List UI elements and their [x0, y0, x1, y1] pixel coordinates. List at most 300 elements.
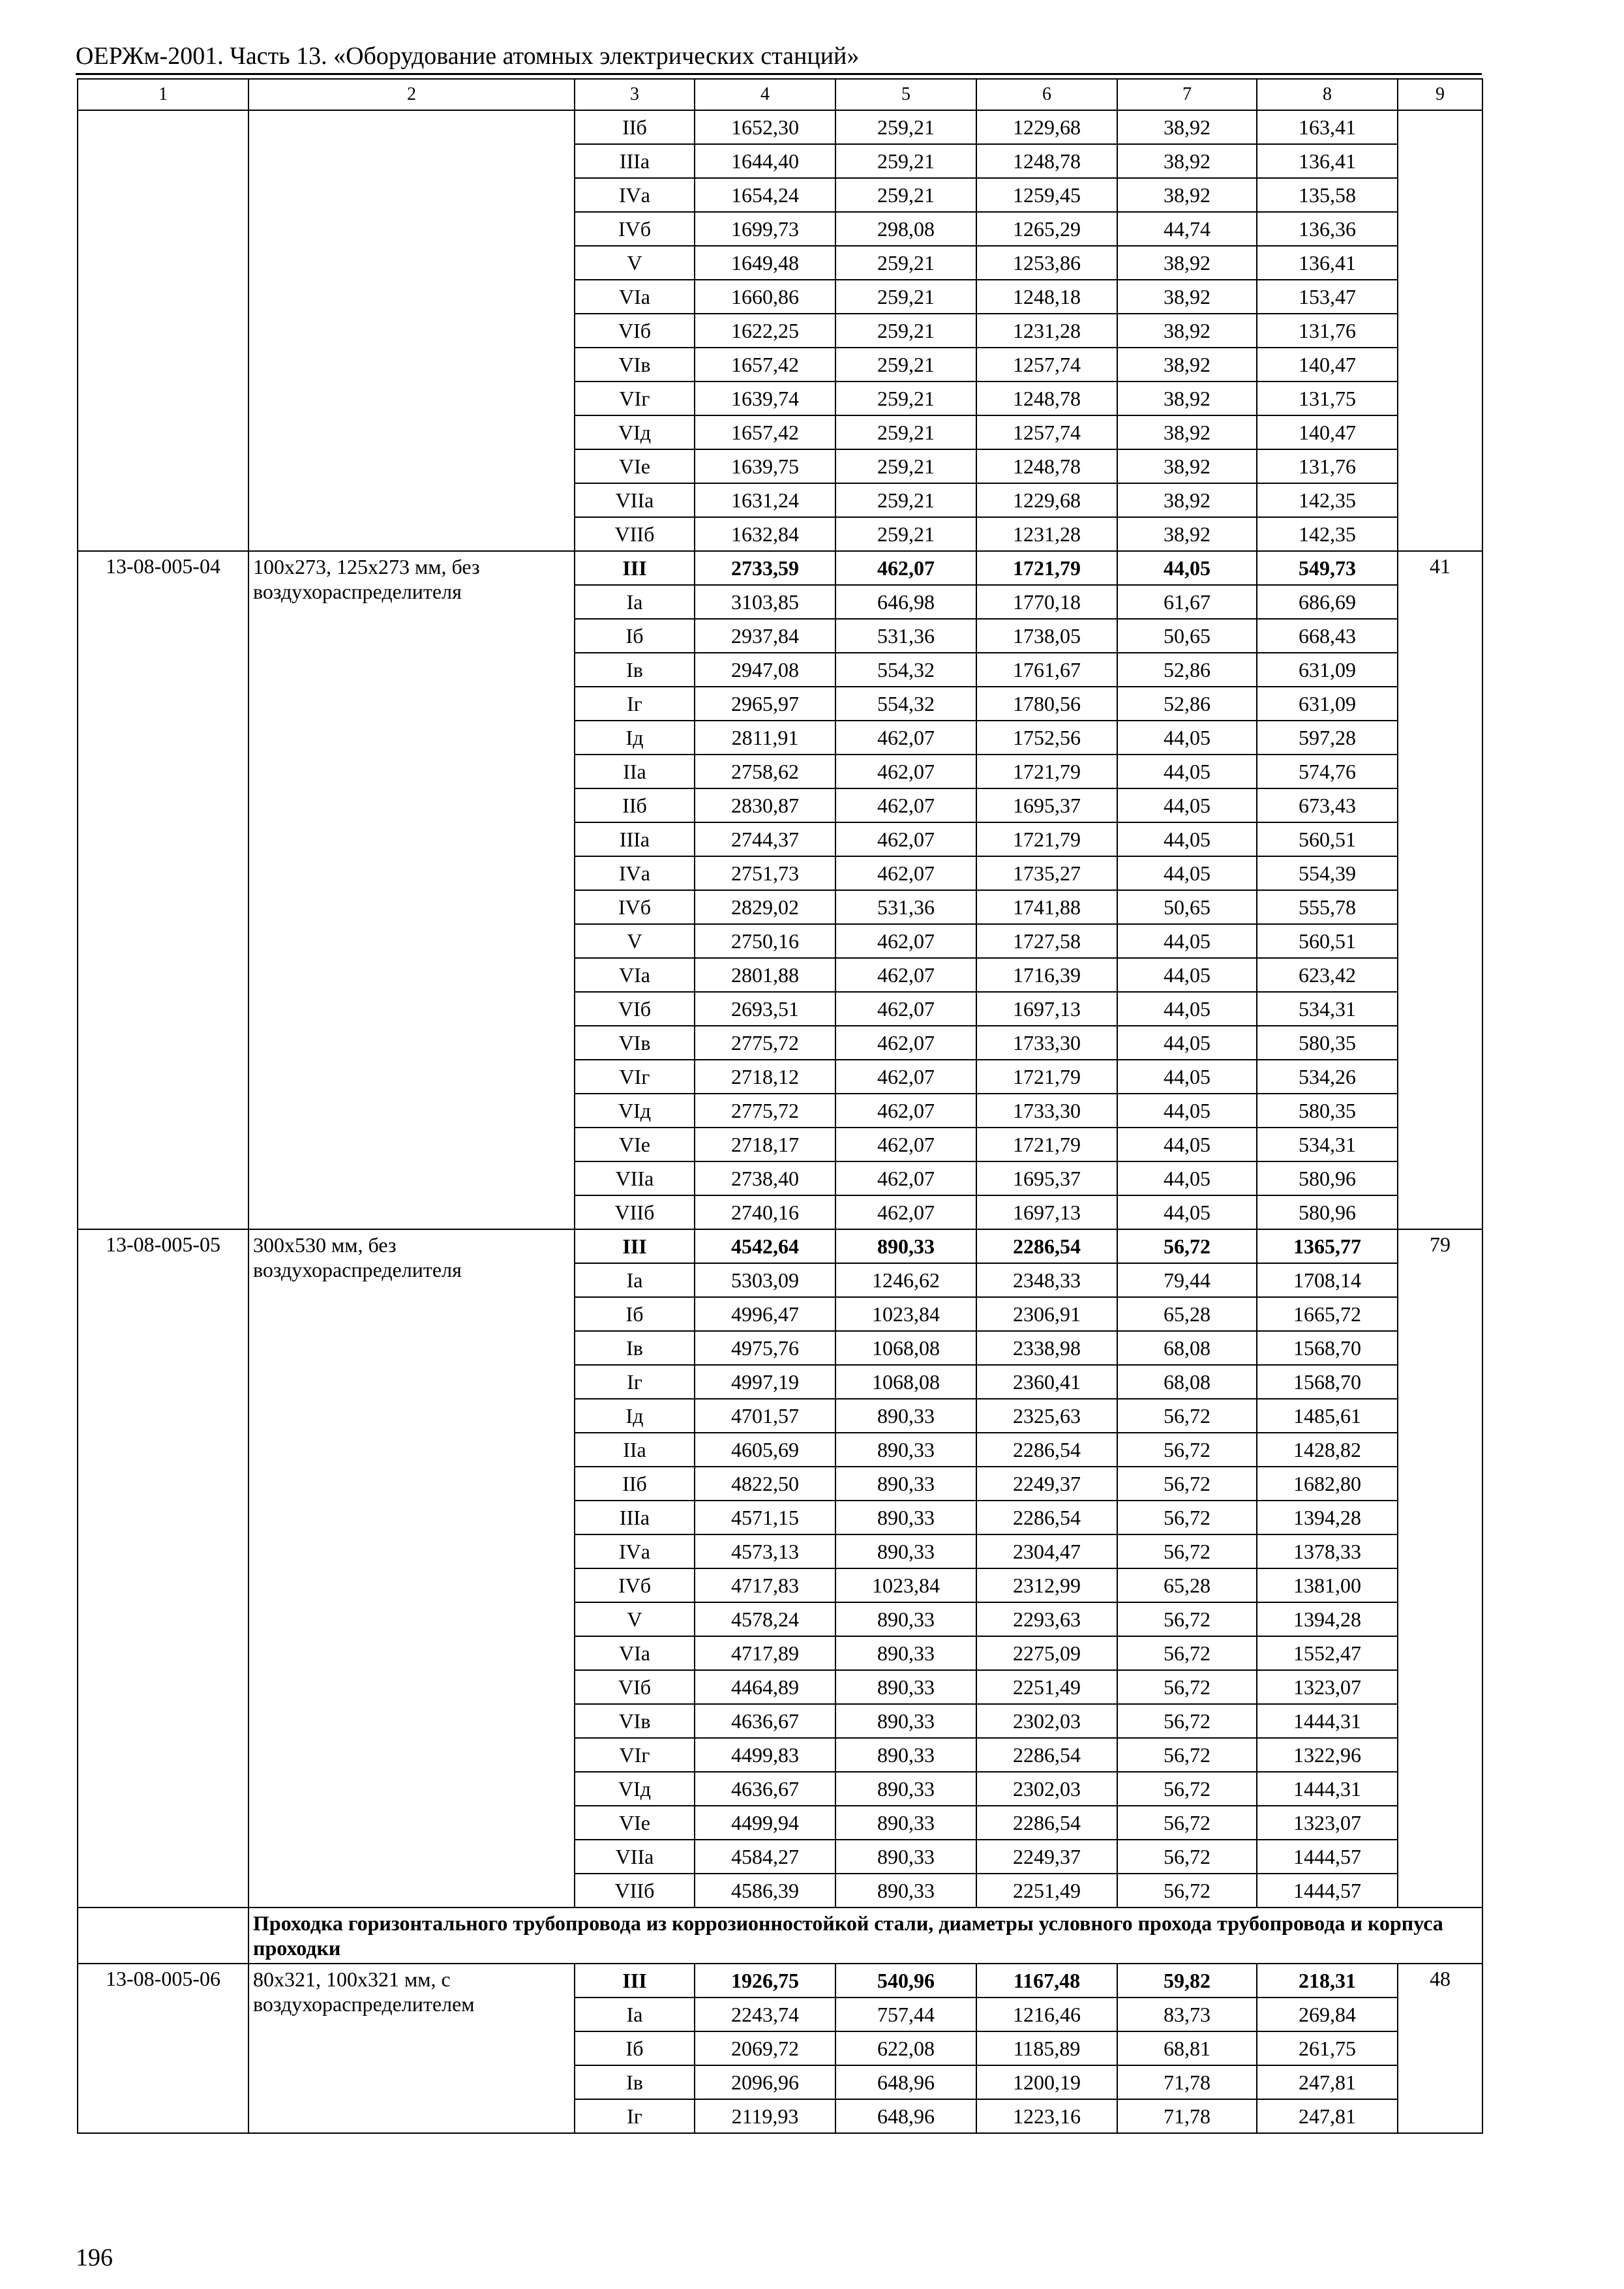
- empty-cell: [78, 178, 248, 212]
- value-cell: 56,72: [1117, 1534, 1257, 1568]
- value-cell: 2302,03: [976, 1772, 1117, 1806]
- value-cell: 531,36: [835, 619, 976, 653]
- value-cell: 259,21: [835, 449, 976, 483]
- value-cell: 4464,89: [695, 1670, 835, 1704]
- zone-cell: IVа: [575, 1534, 695, 1568]
- value-cell: 153,47: [1257, 280, 1398, 314]
- value-cell: 1660,86: [695, 280, 835, 314]
- value-cell: 890,33: [835, 1874, 976, 1908]
- value-cell: 52,86: [1117, 653, 1257, 687]
- empty-cell: [1398, 415, 1482, 449]
- zone-cell: Iв: [575, 2065, 695, 2099]
- value-cell: 1741,88: [976, 890, 1117, 924]
- value-cell: 259,21: [835, 246, 976, 280]
- value-cell: 1699,73: [695, 212, 835, 246]
- value-cell: 5303,09: [695, 1263, 835, 1297]
- value-cell: 44,05: [1117, 1094, 1257, 1128]
- value-cell: 1248,18: [976, 280, 1117, 314]
- value-cell: 2829,02: [695, 890, 835, 924]
- table-row: [78, 1229, 1482, 1263]
- rates-table: [77, 78, 1483, 2134]
- zone-cell: IIб: [575, 1467, 695, 1501]
- value-cell: 163,41: [1257, 110, 1398, 144]
- value-cell: 2286,54: [976, 1501, 1117, 1534]
- zone-cell: VIг: [575, 382, 695, 415]
- zone-cell: V: [575, 246, 695, 280]
- value-cell: 1695,37: [976, 1161, 1117, 1195]
- empty-cell: [248, 212, 575, 246]
- value-cell: 890,33: [835, 1534, 976, 1568]
- value-cell: 44,74: [1117, 212, 1257, 246]
- value-cell: 259,21: [835, 144, 976, 178]
- value-cell: 2744,37: [695, 822, 835, 856]
- value-cell: 890,33: [835, 1636, 976, 1670]
- value-cell: 4605,69: [695, 1433, 835, 1467]
- zone-cell: IIа: [575, 1433, 695, 1467]
- rate-description: 300х530 мм, без воздухораспределителя: [248, 1229, 575, 1908]
- value-cell: 1697,13: [976, 1195, 1117, 1229]
- column-number: 2: [248, 79, 575, 110]
- zone-cell: VIIб: [575, 517, 695, 551]
- value-cell: 462,07: [835, 992, 976, 1026]
- value-cell: 2096,96: [695, 2065, 835, 2099]
- value-cell: 890,33: [835, 1501, 976, 1534]
- value-cell: 1068,08: [835, 1365, 976, 1399]
- value-cell: 580,96: [1257, 1195, 1398, 1229]
- value-cell: 2740,16: [695, 1195, 835, 1229]
- value-cell: 668,43: [1257, 619, 1398, 653]
- empty-cell: [1398, 314, 1482, 348]
- empty-cell: [248, 517, 575, 551]
- value-cell: 1721,79: [976, 755, 1117, 788]
- value-cell: 1738,05: [976, 619, 1117, 653]
- value-cell: 38,92: [1117, 483, 1257, 517]
- zone-cell: IIIа: [575, 1501, 695, 1534]
- zone-cell: VIг: [575, 1738, 695, 1772]
- value-cell: 2801,88: [695, 958, 835, 992]
- value-cell: 2243,74: [695, 1997, 835, 2031]
- value-cell: 462,07: [835, 1128, 976, 1161]
- value-cell: 44,05: [1117, 788, 1257, 822]
- value-cell: 560,51: [1257, 822, 1398, 856]
- value-cell: 44,05: [1117, 856, 1257, 890]
- value-cell: 3103,85: [695, 585, 835, 619]
- value-cell: 462,07: [835, 1195, 976, 1229]
- value-cell: 1665,72: [1257, 1297, 1398, 1331]
- value-cell: 1231,28: [976, 517, 1117, 551]
- value-cell: 462,07: [835, 1161, 976, 1195]
- empty-cell: [1398, 212, 1482, 246]
- value-cell: 56,72: [1117, 1433, 1257, 1467]
- column-number: 7: [1117, 79, 1257, 110]
- value-cell: 65,28: [1117, 1297, 1257, 1331]
- value-cell: 623,42: [1257, 958, 1398, 992]
- zone-cell: VIIб: [575, 1874, 695, 1908]
- zone-cell: VIв: [575, 348, 695, 382]
- value-cell: 462,07: [835, 1026, 976, 1060]
- value-cell: 890,33: [835, 1670, 976, 1704]
- value-cell: 1248,78: [976, 144, 1117, 178]
- zone-cell: IIб: [575, 788, 695, 822]
- zone-cell: Iб: [575, 619, 695, 653]
- value-cell: 4573,13: [695, 1534, 835, 1568]
- table-row: [78, 246, 1482, 280]
- value-cell: 4636,67: [695, 1772, 835, 1806]
- value-cell: 44,05: [1117, 755, 1257, 788]
- value-cell: 1323,07: [1257, 1670, 1398, 1704]
- zone-cell: IVа: [575, 856, 695, 890]
- value-cell: 56,72: [1117, 1840, 1257, 1874]
- value-cell: 1023,84: [835, 1568, 976, 1602]
- column-number: 9: [1398, 79, 1482, 110]
- value-cell: 247,81: [1257, 2065, 1398, 2099]
- value-cell: 79,44: [1117, 1263, 1257, 1297]
- value-cell: 142,35: [1257, 517, 1398, 551]
- value-cell: 259,21: [835, 483, 976, 517]
- empty-cell: [248, 144, 575, 178]
- section-heading: Проходка горизонтального трубопровода из коррозионностойкой стали, диаметры условного прохода трубопровода и корпуса проходки: [248, 1908, 1482, 1964]
- empty-cell: [1398, 517, 1482, 551]
- value-cell: 462,07: [835, 1060, 976, 1094]
- value-cell: 2775,72: [695, 1026, 835, 1060]
- value-cell: 2251,49: [976, 1670, 1117, 1704]
- value-cell: 56,72: [1117, 1399, 1257, 1433]
- value-cell: 44,05: [1117, 1128, 1257, 1161]
- value-cell: 1697,13: [976, 992, 1117, 1026]
- value-cell: 259,21: [835, 348, 976, 382]
- value-cell: 61,67: [1117, 585, 1257, 619]
- value-cell: 56,72: [1117, 1636, 1257, 1670]
- value-cell: 38,92: [1117, 246, 1257, 280]
- value-cell: 1444,57: [1257, 1840, 1398, 1874]
- empty-cell: [78, 280, 248, 314]
- zone-cell: VIв: [575, 1704, 695, 1738]
- zone-cell: VIе: [575, 1128, 695, 1161]
- empty-cell: [78, 382, 248, 415]
- zone-cell: VIа: [575, 958, 695, 992]
- empty-cell: [1398, 144, 1482, 178]
- value-cell: 1223,16: [976, 2099, 1117, 2133]
- value-cell: 4996,47: [695, 1297, 835, 1331]
- value-cell: 1770,18: [976, 585, 1117, 619]
- value-cell: 2733,59: [695, 551, 835, 585]
- value-cell: 890,33: [835, 1704, 976, 1738]
- value-cell: 1229,68: [976, 110, 1117, 144]
- value-cell: 44,05: [1117, 1026, 1257, 1060]
- value-cell: 2360,41: [976, 1365, 1117, 1399]
- value-cell: 131,75: [1257, 382, 1398, 415]
- value-cell: 259,21: [835, 280, 976, 314]
- value-cell: 1257,74: [976, 348, 1117, 382]
- empty-cell: [1398, 178, 1482, 212]
- value-cell: 1323,07: [1257, 1806, 1398, 1840]
- value-cell: 1253,86: [976, 246, 1117, 280]
- column-number: 3: [575, 79, 695, 110]
- rate-code: 13-08-005-06: [78, 1964, 248, 2133]
- value-cell: 1631,24: [695, 483, 835, 517]
- value-cell: 4636,67: [695, 1704, 835, 1738]
- rate-description: 100х273, 125х273 мм, без воздухораспределителя: [248, 551, 575, 1229]
- value-cell: 56,72: [1117, 1467, 1257, 1501]
- value-cell: 4499,94: [695, 1806, 835, 1840]
- value-cell: 2750,16: [695, 924, 835, 958]
- value-cell: 4717,83: [695, 1568, 835, 1602]
- value-cell: 2718,17: [695, 1128, 835, 1161]
- rate-quantity: 41: [1398, 551, 1482, 1229]
- value-cell: 50,65: [1117, 890, 1257, 924]
- value-cell: 259,21: [835, 178, 976, 212]
- value-cell: 462,07: [835, 551, 976, 585]
- value-cell: 38,92: [1117, 178, 1257, 212]
- empty-cell: [248, 483, 575, 517]
- value-cell: 269,84: [1257, 1997, 1398, 2031]
- value-cell: 131,76: [1257, 449, 1398, 483]
- zone-cell: VIIа: [575, 1161, 695, 1195]
- value-cell: 1761,67: [976, 653, 1117, 687]
- value-cell: 1200,19: [976, 2065, 1117, 2099]
- value-cell: 560,51: [1257, 924, 1398, 958]
- table-row: [78, 314, 1482, 348]
- value-cell: 44,05: [1117, 822, 1257, 856]
- empty-cell: [248, 246, 575, 280]
- empty-cell: [78, 110, 248, 144]
- empty-cell: [1398, 382, 1482, 415]
- zone-cell: Iа: [575, 1997, 695, 2031]
- page-number: 196: [76, 2244, 113, 2271]
- empty-cell: [78, 144, 248, 178]
- value-cell: 1444,57: [1257, 1874, 1398, 1908]
- value-cell: 140,47: [1257, 415, 1398, 449]
- value-cell: 890,33: [835, 1602, 976, 1636]
- value-cell: 1733,30: [976, 1094, 1117, 1128]
- value-cell: 1322,96: [1257, 1738, 1398, 1772]
- zone-cell: Iд: [575, 721, 695, 755]
- zone-cell: VIб: [575, 1670, 695, 1704]
- zone-cell: IVб: [575, 1568, 695, 1602]
- value-cell: 1394,28: [1257, 1602, 1398, 1636]
- value-cell: 2302,03: [976, 1704, 1117, 1738]
- zone-cell: IVб: [575, 890, 695, 924]
- value-cell: 1259,45: [976, 178, 1117, 212]
- value-cell: 554,39: [1257, 856, 1398, 890]
- value-cell: 2119,93: [695, 2099, 835, 2133]
- empty-cell: [1398, 110, 1482, 144]
- value-cell: 2947,08: [695, 653, 835, 687]
- table-row: [78, 415, 1482, 449]
- zone-cell: IIа: [575, 755, 695, 788]
- empty-cell: [78, 314, 248, 348]
- value-cell: 1167,48: [976, 1964, 1117, 1997]
- value-cell: 462,07: [835, 788, 976, 822]
- empty-cell: [78, 449, 248, 483]
- value-cell: 38,92: [1117, 517, 1257, 551]
- value-cell: 1708,14: [1257, 1263, 1398, 1297]
- header-divider: [76, 73, 1482, 75]
- value-cell: 2251,49: [976, 1874, 1117, 1908]
- zone-cell: Iв: [575, 653, 695, 687]
- column-number: 6: [976, 79, 1117, 110]
- value-cell: 2758,62: [695, 755, 835, 788]
- value-cell: 259,21: [835, 382, 976, 415]
- value-cell: 4578,24: [695, 1602, 835, 1636]
- value-cell: 1552,47: [1257, 1636, 1398, 1670]
- empty-cell: [1398, 280, 1482, 314]
- value-cell: 2775,72: [695, 1094, 835, 1128]
- value-cell: 2937,84: [695, 619, 835, 653]
- value-cell: 580,96: [1257, 1161, 1398, 1195]
- value-cell: 56,72: [1117, 1670, 1257, 1704]
- value-cell: 1246,62: [835, 1263, 976, 1297]
- value-cell: 531,36: [835, 890, 976, 924]
- value-cell: 534,31: [1257, 1128, 1398, 1161]
- zone-cell: VIа: [575, 1636, 695, 1670]
- value-cell: 218,31: [1257, 1964, 1398, 1997]
- value-cell: 2738,40: [695, 1161, 835, 1195]
- value-cell: 534,31: [1257, 992, 1398, 1026]
- value-cell: 68,08: [1117, 1331, 1257, 1365]
- value-cell: 1381,00: [1257, 1568, 1398, 1602]
- value-cell: 56,72: [1117, 1874, 1257, 1908]
- value-cell: 4584,27: [695, 1840, 835, 1874]
- zone-cell: VIб: [575, 314, 695, 348]
- value-cell: 1378,33: [1257, 1534, 1398, 1568]
- value-cell: 4542,64: [695, 1229, 835, 1263]
- empty-cell: [248, 280, 575, 314]
- value-cell: 574,76: [1257, 755, 1398, 788]
- value-cell: 44,05: [1117, 958, 1257, 992]
- value-cell: 135,58: [1257, 178, 1398, 212]
- value-cell: 622,08: [835, 2031, 976, 2065]
- zone-cell: Iг: [575, 687, 695, 721]
- value-cell: 1394,28: [1257, 1501, 1398, 1534]
- value-cell: 1622,25: [695, 314, 835, 348]
- zone-cell: Iв: [575, 1331, 695, 1365]
- value-cell: 580,35: [1257, 1026, 1398, 1060]
- zone-cell: VIб: [575, 992, 695, 1026]
- value-cell: 2751,73: [695, 856, 835, 890]
- value-cell: 597,28: [1257, 721, 1398, 755]
- value-cell: 580,35: [1257, 1094, 1398, 1128]
- table-row: [78, 551, 1482, 585]
- value-cell: 259,21: [835, 314, 976, 348]
- value-cell: 2348,33: [976, 1263, 1117, 1297]
- value-cell: 1652,30: [695, 110, 835, 144]
- zone-cell: IIIа: [575, 144, 695, 178]
- value-cell: 2811,91: [695, 721, 835, 755]
- value-cell: 890,33: [835, 1806, 976, 1840]
- value-cell: 1644,40: [695, 144, 835, 178]
- value-cell: 38,92: [1117, 348, 1257, 382]
- value-cell: 462,07: [835, 822, 976, 856]
- value-cell: 1231,28: [976, 314, 1117, 348]
- empty-cell: [248, 348, 575, 382]
- table-row: [78, 178, 1482, 212]
- value-cell: 83,73: [1117, 1997, 1257, 2031]
- value-cell: 56,72: [1117, 1229, 1257, 1263]
- value-cell: 136,36: [1257, 212, 1398, 246]
- value-cell: 1721,79: [976, 1060, 1117, 1094]
- table-row: [78, 483, 1482, 517]
- value-cell: 1365,77: [1257, 1229, 1398, 1263]
- value-cell: 1248,78: [976, 382, 1117, 415]
- value-cell: 1068,08: [835, 1331, 976, 1365]
- value-cell: 44,05: [1117, 1161, 1257, 1195]
- value-cell: 38,92: [1117, 314, 1257, 348]
- value-cell: 1444,31: [1257, 1772, 1398, 1806]
- value-cell: 2249,37: [976, 1467, 1117, 1501]
- empty-cell: [78, 246, 248, 280]
- value-cell: 1229,68: [976, 483, 1117, 517]
- value-cell: 38,92: [1117, 280, 1257, 314]
- empty-cell: [78, 517, 248, 551]
- value-cell: 1257,74: [976, 415, 1117, 449]
- empty-cell: [78, 212, 248, 246]
- value-cell: 673,43: [1257, 788, 1398, 822]
- value-cell: 1216,46: [976, 1997, 1117, 2031]
- value-cell: 1444,31: [1257, 1704, 1398, 1738]
- value-cell: 555,78: [1257, 890, 1398, 924]
- zone-cell: VIд: [575, 1094, 695, 1128]
- value-cell: 1265,29: [976, 212, 1117, 246]
- value-cell: 1695,37: [976, 788, 1117, 822]
- value-cell: 648,96: [835, 2065, 976, 2099]
- rate-code: 13-08-005-05: [78, 1229, 248, 1908]
- section-heading-row: [78, 1908, 1482, 1964]
- value-cell: 2286,54: [976, 1433, 1117, 1467]
- value-cell: 1248,78: [976, 449, 1117, 483]
- value-cell: 2718,12: [695, 1060, 835, 1094]
- value-cell: 68,08: [1117, 1365, 1257, 1399]
- table-row: [78, 1964, 1482, 1997]
- value-cell: 44,05: [1117, 992, 1257, 1026]
- empty-cell: [1398, 449, 1482, 483]
- zone-cell: VIIа: [575, 483, 695, 517]
- value-cell: 1568,70: [1257, 1331, 1398, 1365]
- value-cell: 4717,89: [695, 1636, 835, 1670]
- empty-cell: [78, 1908, 248, 1964]
- zone-cell: IVб: [575, 212, 695, 246]
- value-cell: 142,35: [1257, 483, 1398, 517]
- value-cell: 1568,70: [1257, 1365, 1398, 1399]
- value-cell: 4701,57: [695, 1399, 835, 1433]
- value-cell: 2286,54: [976, 1229, 1117, 1263]
- zone-cell: Iб: [575, 2031, 695, 2065]
- value-cell: 44,05: [1117, 551, 1257, 585]
- value-cell: 2312,99: [976, 1568, 1117, 1602]
- zone-cell: Iд: [575, 1399, 695, 1433]
- value-cell: 44,05: [1117, 1060, 1257, 1094]
- table-row: [78, 212, 1482, 246]
- value-cell: 68,81: [1117, 2031, 1257, 2065]
- value-cell: 136,41: [1257, 246, 1398, 280]
- value-cell: 71,78: [1117, 2099, 1257, 2133]
- value-cell: 631,09: [1257, 653, 1398, 687]
- value-cell: 56,72: [1117, 1806, 1257, 1840]
- zone-cell: Iа: [575, 1263, 695, 1297]
- value-cell: 890,33: [835, 1433, 976, 1467]
- value-cell: 4997,19: [695, 1365, 835, 1399]
- value-cell: 540,96: [835, 1964, 976, 1997]
- value-cell: 2965,97: [695, 687, 835, 721]
- value-cell: 1733,30: [976, 1026, 1117, 1060]
- value-cell: 71,78: [1117, 2065, 1257, 2099]
- value-cell: 1632,84: [695, 517, 835, 551]
- table-row: [78, 144, 1482, 178]
- zone-cell: VIе: [575, 449, 695, 483]
- value-cell: 890,33: [835, 1399, 976, 1433]
- value-cell: 890,33: [835, 1772, 976, 1806]
- value-cell: 462,07: [835, 1094, 976, 1128]
